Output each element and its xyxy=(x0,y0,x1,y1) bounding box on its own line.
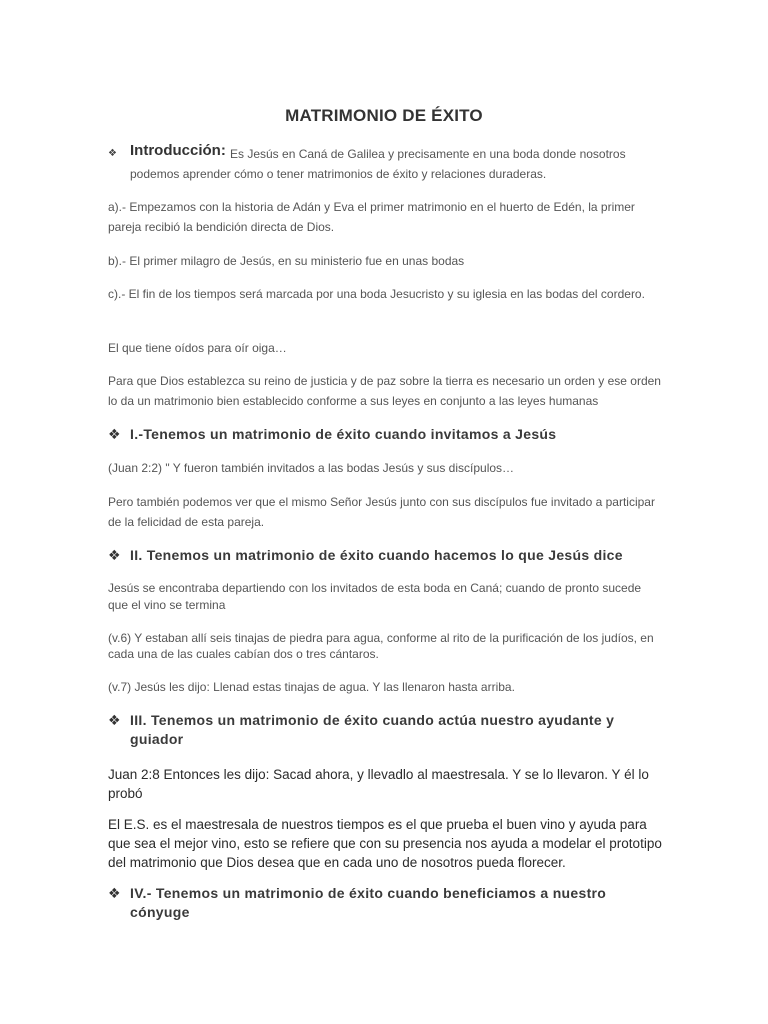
paragraph-v7: (v.7) Jesús les dijo: Llenad estas tinajas de agua. Y las llenaron hasta arriba. xyxy=(108,680,515,694)
diamond-bullet-icon: ❖ xyxy=(108,885,121,901)
section-heading-1 xyxy=(108,425,668,444)
diamond-bullet-icon: ❖ xyxy=(108,148,117,159)
paragraph-juan-2-8: Juan 2:8 Entonces les dijo: Sacad ahora, y llevadlo al maestresala. Y se lo llevaron. Y él lo probó xyxy=(108,767,649,801)
intro-text: Es Jesús en Caná de Galilea y precisamente en una boda donde nosotros podemos aprender cómo o tener matrimonios de éxito y relaciones duraderas. xyxy=(130,147,626,181)
paragraph-tambien: Pero también podemos ver que el mismo Señor Jesús junto con sus discípulos fue invitado a participar de la felicidad de esta pareja. xyxy=(108,495,655,529)
diamond-bullet-icon: ❖ xyxy=(108,547,121,563)
section-heading-text: I.-Tenemos un matrimonio de éxito cuando invitamos a Jesús xyxy=(130,426,557,442)
section-heading-4 xyxy=(108,884,668,922)
diamond-bullet-icon: ❖ xyxy=(108,426,121,442)
section-heading-3 xyxy=(108,711,668,749)
paragraph-departiendo: Jesús se encontraba departiendo con los invitados de esta boda en Caná; cuando de pronto sucede que el vino se termina xyxy=(108,581,642,612)
section-heading-2 xyxy=(108,546,668,565)
paragraph-c: c).- El fin de los tiempos será marcada por una boda Jesucristo y su iglesia en las bodas del cordero. xyxy=(108,287,645,301)
paragraph-a: a).- Empezamos con la historia de Adán y Eva el primer matrimonio en el huerto de Edén, la primer pareja recibió la bendición directa de Dios. xyxy=(108,200,635,234)
section-heading-text: II. Tenemos un matrimonio de éxito cuando hacemos lo que Jesús dice xyxy=(130,547,623,563)
section-heading-text: III. Tenemos un matrimonio de éxito cuando actúa nuestro ayudante y guiador xyxy=(130,712,615,747)
paragraph-espiritu-santo: El E.S. es el maestresala de nuestros tiempos es el que prueba el buen vino y ayuda para que sea el mejor vino, esto se refiere que con su presencia nos ayuda a modelar el prototipo del matrimonio que Dios desea que en cada uno de nosotros pueda florecer. xyxy=(108,817,662,870)
paragraph-b: b).- El primer milagro de Jesús, en su ministerio fue en unas bodas xyxy=(108,254,465,268)
paragraph-juan-2-2: (Juan 2:2) " Y fueron también invitados a las bodas Jesús y sus discípulos… xyxy=(108,461,515,475)
diamond-bullet-icon: ❖ xyxy=(108,712,121,728)
intro-heading: Introducción: xyxy=(130,142,226,159)
section-heading-text: IV.- Tenemos un matrimonio de éxito cuando beneficiamos a nuestro cónyuge xyxy=(130,885,607,920)
document-title: MATRIMONIO DE ÉXITO xyxy=(285,106,483,125)
paragraph-oidos: El que tiene oídos para oír oiga… xyxy=(108,341,287,355)
paragraph-reino: Para que Dios establezca su reino de justicia y de paz sobre la tierra es necesario un orden y ese orden lo da un matrimonio bien establecido conforme a sus leyes en conjunto a las leyes humanas xyxy=(108,374,661,408)
paragraph-v6: (v.6) Y estaban allí seis tinajas de piedra para agua, conforme al rito de la purificación de los judíos, en cada una de las cuales cabían dos o tres cántaros. xyxy=(108,631,654,661)
